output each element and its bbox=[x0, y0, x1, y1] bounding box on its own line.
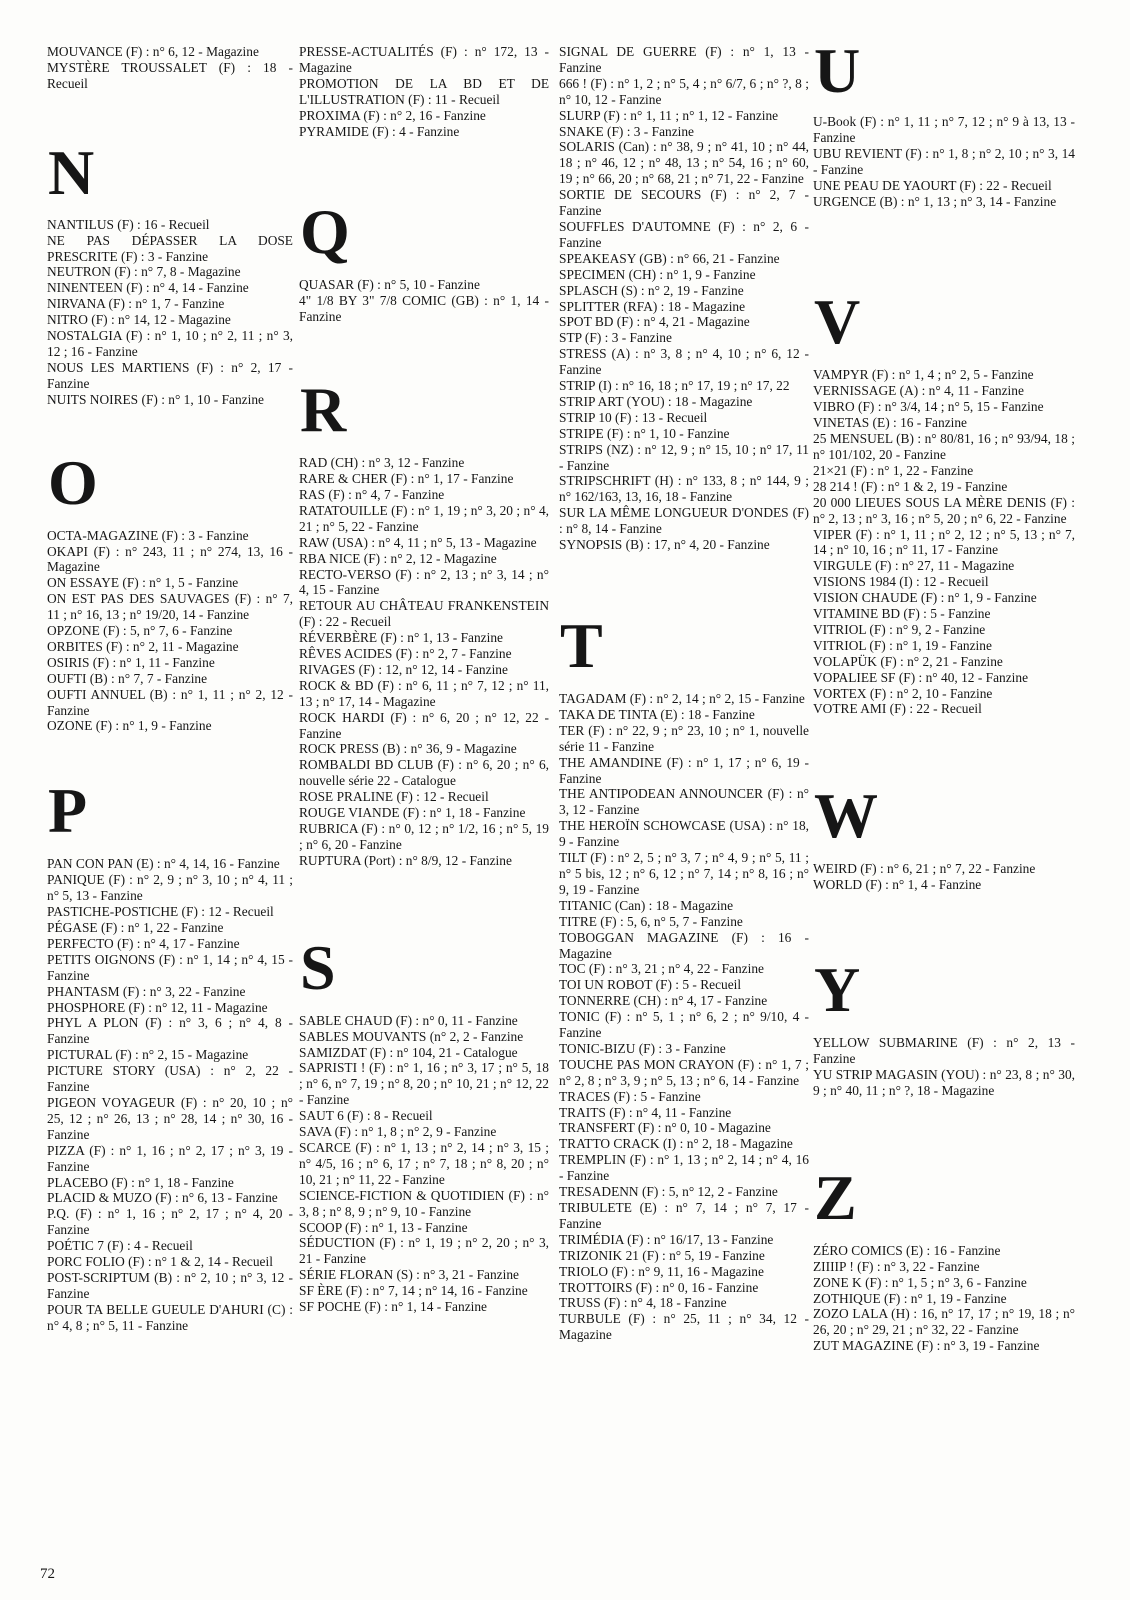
index-entry: YU STRIP MAGASIN (YOU) : n° 23, 8 ; n° 30, 9 ; n° 40, 11 ; n° ?, 18 - Magazine bbox=[813, 1067, 1075, 1098]
index-entry: SPECIMEN (CH) : n° 1, 9 - Fanzine bbox=[559, 266, 756, 282]
index-entry: VERNISSAGE (A) : n° 4, 11 - Fanzine bbox=[813, 383, 1024, 399]
index-column-4 bbox=[813, 35, 1075, 1354]
index-entry: SPOT BD (F) : n° 4, 21 - Magazine bbox=[559, 314, 750, 330]
entries-Q bbox=[299, 277, 549, 325]
index-entry: WEIRD (F) : n° 6, 21 ; n° 7, 22 - Fanzine bbox=[813, 861, 1036, 877]
index-entry: NOSTALGIA (F) : n° 1, 10 ; n° 2, 11 ; n° 3, 12 ; 16 - Fanzine bbox=[47, 328, 293, 359]
index-entry: SÉDUCTION (F) : n° 1, 19 ; n° 2, 20 ; n° 3, 21 - Fanzine bbox=[299, 1235, 549, 1267]
index-entry: TRACES (F) : 5 - Fanzine bbox=[559, 1088, 701, 1104]
entries-O bbox=[47, 528, 293, 735]
index-entry: TONNERRE (CH) : n° 4, 17 - Fanzine bbox=[559, 993, 768, 1009]
index-entry: QUASAR (F) : n° 5, 10 - Fanzine bbox=[299, 277, 480, 293]
entries-S-continued bbox=[559, 44, 809, 553]
index-entry: 4" 1/8 BY 3" 7/8 COMIC (GB) : n° 1, 14 - Fanzine bbox=[299, 293, 549, 325]
index-entry: TROTTOIRS (F) : n° 0, 16 - Fanzine bbox=[559, 1279, 759, 1295]
index-entry: STRIPE (F) : n° 1, 10 - Fanzine bbox=[559, 425, 730, 441]
index-entry: VIBRO (F) : n° 3/4, 14 ; n° 5, 15 - Fanzine bbox=[813, 399, 1044, 415]
index-entry: VAMPYR (F) : n° 1, 4 ; n° 2, 5 - Fanzine bbox=[813, 367, 1034, 383]
index-entry: VOLAPÜK (F) : n° 2, 21 - Fanzine bbox=[813, 653, 1003, 669]
index-entry: PHYL A PLON (F) : n° 3, 6 ; n° 4, 8 - Fanzine bbox=[47, 1015, 293, 1047]
index-entry: VIPER (F) : n° 1, 11 ; n° 2, 12 ; n° 5, 13 ; n° 7, 14 ; n° 10, 16 ; n° 11, 17 - Fanzine bbox=[813, 526, 1075, 558]
index-entry: PAN CON PAN (E) : n° 4, 14, 16 - Fanzine bbox=[47, 856, 280, 872]
index-entry: PANIQUE (F) : n° 2, 9 ; n° 3, 10 ; n° 4, 11 ; n° 5, 13 - Fanzine bbox=[47, 872, 293, 904]
index-entry: TAKA DE TINTA (E) : 18 - Fanzine bbox=[559, 706, 755, 722]
index-entry: PIZZA (F) : n° 1, 16 ; n° 2, 17 ; n° 3, 19 - Fanzine bbox=[47, 1142, 293, 1174]
index-entry: VOPALIEE SF (F) : n° 40, 12 - Fanzine bbox=[813, 669, 1029, 685]
index-entry: THE ANTIPODEAN ANNOUNCER (F) : n° 3, 12 - Fanzine bbox=[559, 786, 809, 818]
index-entry: URGENCE (B) : n° 1, 13 ; n° 3, 14 - Fanzine bbox=[813, 193, 1057, 209]
index-entry: TRIOLO (F) : n° 9, 11, 16 - Magazine bbox=[559, 1263, 764, 1279]
index-entry: TER (F) : n° 22, 9 ; n° 23, 10 ; n° 1, nouvelle série 11 - Fanzine bbox=[559, 722, 809, 754]
index-entry: NIRVANA (F) : n° 1, 7 - Fanzine bbox=[47, 296, 225, 312]
index-entry: U-Book (F) : n° 1, 11 ; n° 7, 12 ; n° 9 à 13, 13 - Fanzine bbox=[813, 114, 1075, 145]
index-entry: STRIP 10 (F) : 13 - Recueil bbox=[559, 409, 708, 425]
index-entry: SOLARIS (Can) : n° 38, 9 ; n° 41, 10 ; n° 44, 18 ; n° 46, 12 ; n° 48, 13 ; n° 54, 16 ; n° 60, 19 ; n° 66, 20 ; n° 68, 21 ; n° 71, 22 - Fanzine bbox=[559, 139, 809, 187]
letter-heading-T: T bbox=[560, 610, 603, 681]
index-entry: PICTURAL (F) : n° 2, 15 - Magazine bbox=[47, 1047, 249, 1063]
index-entry: TRATTO CRACK (I) : n° 2, 18 - Magazine bbox=[559, 1136, 793, 1152]
letter-heading-Y: Y bbox=[814, 954, 861, 1026]
index-entry: TRIMÉDIA (F) : n° 16/17, 13 - Fanzine bbox=[559, 1231, 774, 1247]
index-entry: ROUGE VIANDE (F) : n° 1, 18 - Fanzine bbox=[299, 805, 526, 821]
index-entry: SPLITTER (RFA) : 18 - Magazine bbox=[559, 298, 746, 314]
index-entry: ZONE K (F) : n° 1, 5 ; n° 3, 6 - Fanzine bbox=[813, 1274, 1027, 1290]
index-entry: ORBITES (F) : n° 2, 11 - Magazine bbox=[47, 638, 239, 654]
entries-Z bbox=[813, 1243, 1075, 1354]
index-entry: NOUS LES MARTIENS (F) : n° 2, 17 - Fanzine bbox=[47, 359, 293, 391]
index-entry: VIRGULE (F) : n° 27, 11 - Magazine bbox=[813, 558, 1015, 574]
entries-R bbox=[299, 455, 549, 869]
index-entry: ROCK & BD (F) : n° 6, 11 ; n° 7, 12 ; n° 11, 13 ; n° 17, 14 - Magazine bbox=[299, 677, 549, 709]
index-entry: UBU REVIENT (F) : n° 1, 8 ; n° 2, 10 ; n° 3, 14 - Fanzine bbox=[813, 145, 1075, 177]
index-entry: TOBOGGAN MAGAZINE (F) : 16 - Magazine bbox=[559, 929, 809, 961]
index-entry: PASTICHE-POSTICHE (F) : 12 - Recueil bbox=[47, 904, 274, 920]
index-entry: TITRE (F) : 5, 6, n° 5, 7 - Fanzine bbox=[559, 913, 743, 929]
index-entry: RATATOUILLE (F) : n° 1, 19 ; n° 3, 20 ; n° 4, 21 ; n° 5, 22 - Fanzine bbox=[299, 502, 549, 534]
index-entry: TOUCHE PAS MON CRAYON (F) : n° 1, 7 ; n° 2, 8 ; n° 3, 9 ; n° 5, 13 ; n° 6, 14 - Fanzine bbox=[559, 1056, 809, 1088]
entries-V bbox=[813, 367, 1075, 717]
index-entry: PHANTASM (F) : n° 3, 22 - Fanzine bbox=[47, 983, 246, 999]
index-entry: OZONE (F) : n° 1, 9 - Fanzine bbox=[47, 718, 212, 734]
index-entry: THE HEROÏN SCHOWCASE (USA) : n° 18, 9 - Fanzine bbox=[559, 818, 809, 850]
index-entry: SCIENCE-FICTION & QUOTIDIEN (F) : n° 3, 8 ; n° 8, 9 ; n° 9, 10 - Fanzine bbox=[299, 1187, 549, 1219]
index-entry: SAMIZDAT (F) : n° 104, 21 - Catalogue bbox=[299, 1044, 518, 1060]
index-entry: STRIP (I) : n° 16, 18 ; n° 17, 19 ; n° 17, 22 bbox=[559, 378, 790, 394]
index-entry: RBA NICE (F) : n° 2, 12 - Magazine bbox=[299, 550, 497, 566]
index-entry: TRAITS (F) : n° 4, 11 - Fanzine bbox=[559, 1104, 732, 1120]
index-entry: NEUTRON (F) : n° 7, 8 - Magazine bbox=[47, 264, 241, 280]
letter-heading-S: S bbox=[300, 931, 336, 1003]
index-column-2 bbox=[299, 44, 549, 1315]
index-entry: NANTILUS (F) : 16 - Recueil bbox=[47, 216, 210, 232]
index-entry: RÉVERBÈRE (F) : n° 1, 13 - Fanzine bbox=[299, 630, 503, 646]
index-entry: RECTO-VERSO (F) : n° 2, 13 ; n° 3, 14 ; n° 4, 15 - Fanzine bbox=[299, 566, 549, 598]
index-entry: TONIC (F) : n° 5, 1 ; n° 6, 2 ; n° 9/10, 4 - Fanzine bbox=[559, 1009, 809, 1041]
index-entry: NITRO (F) : n° 14, 12 - Magazine bbox=[47, 312, 231, 328]
index-entry: PICTURE STORY (USA) : n° 2, 22 - Fanzine bbox=[47, 1063, 293, 1095]
index-entry: VITRIOL (F) : n° 1, 19 - Fanzine bbox=[813, 637, 992, 653]
index-entry: POÉTIC 7 (F) : 4 - Recueil bbox=[47, 1238, 193, 1254]
index-entry: PETITS OIGNONS (F) : n° 1, 14 ; n° 4, 15 - Fanzine bbox=[47, 951, 293, 983]
index-entry: RAD (CH) : n° 3, 12 - Fanzine bbox=[299, 455, 465, 471]
index-entry: ROSE PRALINE (F) : 12 - Recueil bbox=[299, 789, 489, 805]
index-entry: 666 ! (F) : n° 1, 2 ; n° 5, 4 ; n° 6/7, 6 ; n° ?, 8 ; n° 10, 12 - Fanzine bbox=[559, 75, 809, 107]
index-entry: OCTA-MAGAZINE (F) : 3 - Fanzine bbox=[47, 527, 249, 543]
index-entry: PERFECTO (F) : n° 4, 17 - Fanzine bbox=[47, 935, 240, 951]
entries-T bbox=[559, 691, 809, 1343]
index-entry: PORC FOLIO (F) : n° 1 & 2, 14 - Recueil bbox=[47, 1254, 273, 1270]
index-entry: PHOSPHORE (F) : n° 12, 11 - Magazine bbox=[47, 999, 268, 1015]
index-entry: MOUVANCE (F) : n° 6, 12 - Magazine bbox=[47, 44, 259, 59]
letter-heading-W: W bbox=[814, 780, 878, 852]
index-entry: PLACEBO (F) : n° 1, 18 - Fanzine bbox=[47, 1174, 234, 1190]
index-entry: STRIPSCHRIFT (H) : n° 133, 8 ; n° 144, 9 ; n° 162/163, 13, 16, 18 - Fanzine bbox=[559, 473, 809, 505]
index-entry: PYRAMIDE (F) : 4 - Fanzine bbox=[299, 123, 460, 139]
index-entry: TRANSFERT (F) : n° 0, 10 - Magazine bbox=[559, 1120, 771, 1136]
index-entry: OUFTI ANNUEL (B) : n° 1, 11 ; n° 2, 12 - Fanzine bbox=[47, 686, 293, 718]
index-entry: RETOUR AU CHÂTEAU FRANKENSTEIN (F) : 22 - Recueil bbox=[299, 598, 549, 630]
index-entry: OKAPI (F) : n° 243, 11 ; n° 274, 13, 16 - Magazine bbox=[47, 543, 293, 575]
index-entry: SOUFFLES D'AUTOMNE (F) : n° 2, 6 - Fanzine bbox=[559, 218, 809, 250]
index-entry: RUBRICA (F) : n° 0, 12 ; n° 1/2, 16 ; n° 5, 19 ; n° 6, 20 - Fanzine bbox=[299, 821, 549, 852]
index-entry: NINENTEEN (F) : n° 4, 14 - Fanzine bbox=[47, 280, 249, 296]
index-entry: PRESSE-ACTUALITÉS (F) : n° 172, 13 - Magazine bbox=[299, 44, 549, 75]
index-entry: SCOOP (F) : n° 1, 13 - Fanzine bbox=[299, 1219, 468, 1235]
index-entry: OUFTI (B) : n° 7, 7 - Fanzine bbox=[47, 670, 208, 686]
index-entry: RAW (USA) : n° 4, 11 ; n° 5, 13 - Magazine bbox=[299, 534, 537, 550]
index-entry: SIGNAL DE GUERRE (F) : n° 1, 13 - Fanzine bbox=[559, 44, 809, 75]
index-entry: TILT (F) : n° 2, 5 ; n° 3, 7 ; n° 4, 9 ; n° 5, 11 ; n° 5 bis, 12 ; n° 6, 12 ; n° 7, 14 ; n° 8, 16 ; n° 9, 19 - Fanzine bbox=[559, 850, 809, 897]
index-entry: NUITS NOIRES (F) : n° 1, 10 - Fanzine bbox=[47, 391, 264, 407]
index-entry: POUR TA BELLE GUEULE D'AHURI (C) : n° 4, 8 ; n° 5, 11 - Fanzine bbox=[47, 1301, 293, 1333]
index-entry: TONIC-BIZU (F) : 3 - Fanzine bbox=[559, 1040, 726, 1056]
letter-heading-N: N bbox=[48, 136, 95, 208]
index-entry: RAS (F) : n° 4, 7 - Fanzine bbox=[299, 486, 445, 502]
index-entry: TRIBULETE (E) : n° 7, 14 ; n° 7, 17 - Fanzine bbox=[559, 1200, 809, 1231]
index-entry: NE PAS DÉPASSER LA DOSE PRESCRITE (F) : 3 - Fanzine bbox=[47, 232, 293, 264]
index-entry: SABLE CHAUD (F) : n° 0, 11 - Fanzine bbox=[299, 1012, 518, 1028]
index-entry: PROXIMA (F) : n° 2, 16 - Fanzine bbox=[299, 107, 486, 123]
index-entry: 21×21 (F) : n° 1, 22 - Fanzine bbox=[813, 462, 974, 478]
index-entry: RÊVES ACIDES (F) : n° 2, 7 - Fanzine bbox=[299, 646, 512, 662]
index-entry: ZÉRO COMICS (E) : 16 - Fanzine bbox=[813, 1242, 1001, 1258]
entries-W bbox=[813, 861, 1075, 893]
index-entry: WORLD (F) : n° 1, 4 - Fanzine bbox=[813, 877, 982, 893]
index-entry: PÉGASE (F) : n° 1, 22 - Fanzine bbox=[47, 920, 224, 935]
index-entry: ZUT MAGAZINE (F) : n° 3, 19 - Fanzine bbox=[813, 1338, 1040, 1354]
letter-heading-U: U bbox=[814, 35, 861, 106]
letter-heading-P: P bbox=[48, 775, 88, 847]
entries-M bbox=[47, 44, 293, 92]
index-entry: SABLES MOUVANTS (n° 2, 2 - Fanzine bbox=[299, 1028, 524, 1044]
index-entry: VINETAS (E) : 16 - Fanzine bbox=[813, 415, 967, 431]
index-entry: PROMOTION DE LA BD ET DE L'ILLUSTRATION (F) : 11 - Recueil bbox=[299, 75, 549, 107]
index-entry: THE AMANDINE (F) : n° 1, 17 ; n° 6, 19 - Fanzine bbox=[559, 754, 809, 786]
index-entry: VORTEX (F) : n° 2, 10 - Fanzine bbox=[813, 685, 993, 701]
index-entry: SPEAKEASY (GB) : n° 66, 21 - Fanzine bbox=[559, 250, 780, 266]
index-entry: ON EST PAS DES SAUVAGES (F) : n° 7, 11 ; n° 16, 13 ; n° 19/20, 14 - Fanzine bbox=[47, 591, 293, 623]
index-entry: TOC (F) : n° 3, 21 ; n° 4, 22 - Fanzine bbox=[559, 961, 764, 977]
index-entry: SAPRISTI ! (F) : n° 1, 16 ; n° 3, 17 ; n° 5, 18 ; n° 6, n° 7, 19 ; n° 8, 20 ; n° 10, 21 ; n° 12, 22 - Fanzine bbox=[299, 1060, 549, 1108]
letter-heading-Q: Q bbox=[300, 196, 350, 268]
index-entry: PLACID & MUZO (F) : n° 6, 13 - Fanzine bbox=[47, 1190, 278, 1206]
index-entry: OPZONE (F) : 5, n° 7, 6 - Fanzine bbox=[47, 623, 233, 639]
index-entry: PIGEON VOYAGEUR (F) : n° 20, 10 ; n° 25, 12 ; n° 26, 13 ; n° 28, 14 ; n° 30, 16 - Fanzine bbox=[47, 1094, 293, 1142]
index-entry: VITAMINE BD (F) : 5 - Fanzine bbox=[813, 606, 991, 622]
index-entry: UNE PEAU DE YAOURT (F) : 22 - Recueil bbox=[813, 177, 1052, 193]
index-entry: RUPTURA (Port) : n° 8/9, 12 - Fanzine bbox=[299, 852, 512, 868]
index-entry: SORTIE DE SECOURS (F) : n° 2, 7 - Fanzine bbox=[559, 187, 809, 219]
index-entry: TITANIC (Can) : 18 - Magazine bbox=[559, 897, 734, 913]
entries-P bbox=[47, 856, 293, 1333]
index-entry: ROMBALDI BD CLUB (F) : n° 6, 20 ; n° 6, nouvelle série 22 - Catalogue bbox=[299, 757, 549, 789]
index-entry: STRESS (A) : n° 3, 8 ; n° 4, 10 ; n° 6, 12 - Fanzine bbox=[559, 346, 809, 378]
entries-N bbox=[47, 217, 293, 408]
index-column-3 bbox=[559, 44, 809, 1343]
index-entry: ROCK HARDI (F) : n° 6, 20 ; n° 12, 22 - Fanzine bbox=[299, 709, 549, 741]
entries-Y bbox=[813, 1035, 1075, 1099]
index-entry: SAUT 6 (F) : 8 - Recueil bbox=[299, 1108, 433, 1124]
index-entry: TAGADAM (F) : n° 2, 14 ; n° 2, 15 - Fanzine bbox=[559, 691, 805, 706]
index-entry: OSIRIS (F) : n° 1, 11 - Fanzine bbox=[47, 654, 215, 670]
index-entry: SPLASCH (S) : n° 2, 19 - Fanzine bbox=[559, 282, 744, 298]
index-entry: 25 MENSUEL (B) : n° 80/81, 16 ; n° 93/94, 18 ; n° 101/102, 20 - Fanzine bbox=[813, 431, 1075, 462]
index-entry: VOTRE AMI (F) : 22 - Recueil bbox=[813, 701, 982, 717]
entries-U bbox=[813, 114, 1075, 209]
index-entry: 28 214 ! (F) : n° 1 & 2, 19 - Fanzine bbox=[813, 478, 1008, 494]
index-entry: SUR LA MÊME LONGUEUR D'ONDES (F) : n° 8, 14 - Fanzine bbox=[559, 505, 809, 537]
index-entry: STRIPS (NZ) : n° 12, 9 ; n° 15, 10 ; n° 17, 11 - Fanzine bbox=[559, 441, 809, 473]
index-entry: ZOTHIQUE (F) : n° 1, 19 - Fanzine bbox=[813, 1290, 1007, 1306]
index-entry: TRESADENN (F) : 5, n° 12, 2 - Fanzine bbox=[559, 1184, 778, 1200]
index-entry: STP (F) : 3 - Fanzine bbox=[559, 330, 672, 346]
index-entry: SNAKE (F) : 3 - Fanzine bbox=[559, 123, 695, 139]
index-entry: ON ESSAYE (F) : n° 1, 5 - Fanzine bbox=[47, 575, 239, 591]
index-entry: ZIIIIP ! (F) : n° 3, 22 - Fanzine bbox=[813, 1258, 980, 1274]
index-entry: SAVA (F) : n° 1, 8 ; n° 2, 9 - Fanzine bbox=[299, 1124, 497, 1140]
index-entry: SCARCE (F) : n° 1, 13 ; n° 2, 14 ; n° 3, 15 ; n° 4/5, 16 ; n° 6, 17 ; n° 7, 18 ; n° 8, 20 ; n° 10, 21 ; n° 11, 22 - Fanzine bbox=[299, 1139, 549, 1187]
index-entry: TRIZONIK 21 (F) : n° 5, 19 - Fanzine bbox=[559, 1247, 765, 1263]
letter-heading-O: O bbox=[48, 446, 98, 518]
index-entry: RIVAGES (F) : 12, n° 12, 14 - Fanzine bbox=[299, 661, 508, 677]
entries-P-continued bbox=[299, 44, 549, 139]
index-entry: TREMPLIN (F) : n° 1, 13 ; n° 2, 14 ; n° 4, 16 - Fanzine bbox=[559, 1152, 809, 1184]
index-entry: P.Q. (F) : n° 1, 16 ; n° 2, 17 ; n° 4, 20 - Fanzine bbox=[47, 1206, 293, 1238]
index-entry: POST-SCRIPTUM (B) : n° 2, 10 ; n° 3, 12 - Fanzine bbox=[47, 1269, 293, 1301]
index-entry: MYSTÈRE TROUSSALET (F) : 18 - Recueil bbox=[47, 59, 293, 91]
index-entry: STRIP ART (YOU) : 18 - Magazine bbox=[559, 393, 753, 409]
index-entry: SF ÈRE (F) : n° 7, 14 ; n° 14, 16 - Fanzine bbox=[299, 1283, 528, 1299]
index-entry: VISIONS 1984 (I) : 12 - Recueil bbox=[813, 574, 989, 590]
index-entry: SÉRIE FLORAN (S) : n° 3, 21 - Fanzine bbox=[299, 1267, 519, 1283]
index-column-1 bbox=[47, 44, 293, 1334]
index-entry: ZOZO LALA (H) : 16, n° 17, 17 ; n° 19, 18 ; n° 26, 20 ; n° 29, 21 ; n° 32, 22 - Fanzine bbox=[813, 1306, 1075, 1338]
index-entry: VITRIOL (F) : n° 9, 2 - Fanzine bbox=[813, 621, 986, 637]
index-entry: TRUSS (F) : n° 4, 18 - Fanzine bbox=[559, 1295, 727, 1311]
index-entry: TOI UN ROBOT (F) : 5 - Recueil bbox=[559, 977, 742, 993]
entries-S bbox=[299, 1013, 549, 1315]
index-entry: VISION CHAUDE (F) : n° 1, 9 - Fanzine bbox=[813, 590, 1037, 606]
letter-heading-V: V bbox=[814, 286, 861, 358]
index-entry: SF POCHE (F) : n° 1, 14 - Fanzine bbox=[299, 1299, 487, 1315]
index-entry: TURBULE (F) : n° 25, 11 ; n° 34, 12 - Magazine bbox=[559, 1311, 809, 1343]
page-number: 72 bbox=[40, 1566, 55, 1582]
letter-heading-R: R bbox=[300, 374, 347, 446]
index-entry: YELLOW SUBMARINE (F) : n° 2, 13 - Fanzine bbox=[813, 1035, 1075, 1067]
index-entry: ROCK PRESS (B) : n° 36, 9 - Magazine bbox=[299, 741, 517, 757]
index-entry: 20 000 LIEUES SOUS LA MÈRE DENIS (F) : n° 2, 13 ; n° 3, 16 ; n° 5, 20 ; n° 6, 22 - Fanzine bbox=[813, 494, 1075, 526]
index-entry: SYNOPSIS (B) : 17, n° 4, 20 - Fanzine bbox=[559, 537, 770, 553]
index-entry: RARE & CHER (F) : n° 1, 17 - Fanzine bbox=[299, 471, 514, 487]
letter-heading-Z: Z bbox=[814, 1161, 857, 1233]
index-entry: SLURP (F) : n° 1, 11 ; n° 1, 12 - Fanzine bbox=[559, 107, 779, 123]
